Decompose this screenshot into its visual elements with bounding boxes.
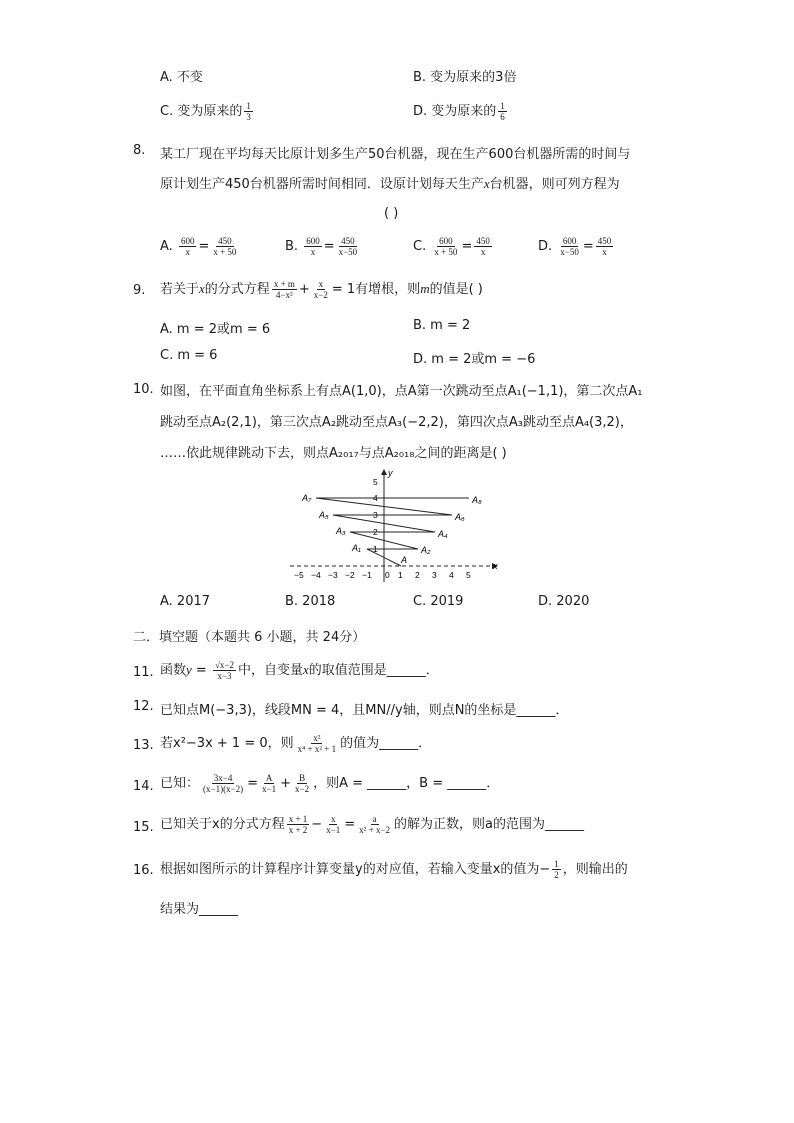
x-tick: 2 [415, 570, 420, 580]
q14-number: 14. [133, 779, 154, 794]
x-axis-label: x [493, 561, 498, 571]
q13-number: 13. [133, 738, 154, 753]
point-a8: A₈ [472, 495, 482, 505]
point-a2: A₂ [421, 545, 431, 555]
q12-text: 已知点M(−3,3)，线段MN = 4，且MN//y轴，则点N的坐标是______． [160, 703, 569, 718]
q15-number: 15. [133, 820, 154, 835]
q7-option-d [413, 100, 509, 122]
point-a7: A₇ [302, 493, 312, 503]
q12-number: 12. [133, 699, 154, 714]
q8-number: 8. [133, 143, 146, 158]
q13-text: 若x²−3x + 1 = 0，则 $\frac{\text{x²}}{\text{x⁴ + x² + 1}}$ 的值为______． [160, 733, 432, 754]
q10-line1: 如图，在平面直角坐标系上有点A(1,0)，点A第一次跳动至点A₁(−1,1)，第二次点A₁ [160, 384, 643, 399]
q7-option-c [160, 100, 255, 122]
point-a0: A [401, 555, 408, 565]
point-a5: A₅ [319, 510, 329, 520]
x-tick: 4 [449, 570, 454, 580]
y-tick: 1 [373, 544, 378, 554]
x-tick: −1 [362, 570, 372, 580]
q8-line2: 原计划生产450台机器所需时间相同．设原计划每天生产x台机器，则可列方程为 [160, 176, 620, 192]
q9-option-a: A. m = 2或m = 6 [160, 322, 271, 337]
x-tick: 1 [398, 570, 403, 580]
x-tick: −4 [311, 570, 321, 580]
q10-option-b: B. 2018 [285, 594, 336, 609]
q9-option-c: C. m = 6 [160, 348, 218, 363]
y-tick: 5 [373, 477, 378, 487]
point-a3: A₃ [336, 526, 346, 536]
x-tick: 0 [385, 570, 390, 580]
q11-text: 函数y = $\frac{√x-2}{x-3}$ 中，自变量x的取值范围是______． [160, 660, 439, 681]
q7-option-c-text: C. 变为原来的 [160, 104, 243, 119]
q9-option-b: B. m = 2 [413, 318, 471, 333]
y-axis-label: y [388, 468, 393, 478]
q7-option-d-fraction: $\frac{1}{6}$ [500, 101, 505, 122]
q7-option-c-fraction: $\frac{1}{3}$ [246, 101, 251, 122]
y-tick: 4 [373, 493, 378, 503]
q14-text: 已知： $\frac{3x-4}{(x-1)(x-2)}$ = $\frac{A}{x-1}$ + $\frac{B}{x-2}$ ，则A = ______，B = ______． [160, 773, 500, 794]
q10-option-d: D. 2020 [538, 594, 590, 609]
q9-stem: 若关于x的分式方程 $\frac{x + m}{\text{4−x²}}$ + $\frac{x}{x-2}$ = 1有增根，则m的值是( ) [160, 279, 483, 300]
q16-line1: 根据如图所示的计算程序计算变量y的对应值，若输入变量x的值为− $\frac{1}{2}$ ，则输出的 [160, 859, 628, 880]
q10-number: 10. [133, 382, 154, 397]
q10-option-a: A. 2017 [160, 594, 211, 609]
q9-number: 9. [133, 283, 146, 298]
point-a6: A₆ [455, 512, 465, 522]
q8-option-b: B. $\frac{600}{x}$ = $\frac{450}{x-50}$ [285, 236, 358, 257]
q7-option-b: B. 变为原来的3倍 [413, 70, 517, 85]
q7-option-a: A. 不变 [160, 70, 203, 85]
q16-number: 16. [133, 863, 154, 878]
q8-answer-paren: ( ) [384, 206, 399, 221]
x-tick: 5 [466, 570, 471, 580]
x-tick: −3 [328, 570, 338, 580]
q8-option-c: C. $\frac{600}{x + 50}$ = $\frac{450}{x}$ [413, 236, 490, 257]
q8-line1: 某工厂现在平均每天比原计划多生产50台机器，现在生产600台机器所需的时间与 [160, 147, 631, 162]
point-a1: A₁ [352, 543, 361, 553]
q7-option-d-text: D. 变为原来的 [413, 104, 497, 119]
y-tick: 2 [373, 527, 378, 537]
q11-number: 11. [133, 665, 154, 680]
point-a4: A₄ [438, 529, 448, 539]
q10-line2: 跳动至点A₂(2,1)，第三次点A₂跳动至点A₃(−2,2)，第四次点A₃跳动至点A₄(3,2)， [160, 415, 633, 430]
x-tick: 3 [432, 570, 437, 580]
x-tick: −5 [294, 570, 304, 580]
section-heading: 二．填空题（本题共 6 小题，共 24分） [133, 630, 366, 645]
x-tick: −2 [345, 570, 355, 580]
q16-line2: 结果为______ [160, 902, 239, 917]
q10-line3: ……依此规律跳动下去，则点A₂₀₁₇与点A₂₀₁₈之间的距离是( ) [160, 446, 507, 461]
q8-option-d: D. $\frac{600}{x-50}$ = $\frac{450}{x}$ [538, 236, 612, 257]
q9-option-d: D. m = 2或m = −6 [413, 352, 536, 367]
q15-text: 已知关于x的分式方程 $\frac{x + 1}{x + 2}$ − $\frac{x}{x-1}$ = $\frac{a}{\text{x² + x−2}}$ 的解为正数，则a的范围为______ [160, 814, 584, 835]
q10-option-c: C. 2019 [413, 594, 464, 609]
y-tick: 3 [373, 510, 378, 520]
q10-coordinate-figure [285, 467, 505, 585]
q8-option-a: A. $\frac{600}{x}$ = $\frac{450}{x + 50}$ [160, 236, 237, 257]
